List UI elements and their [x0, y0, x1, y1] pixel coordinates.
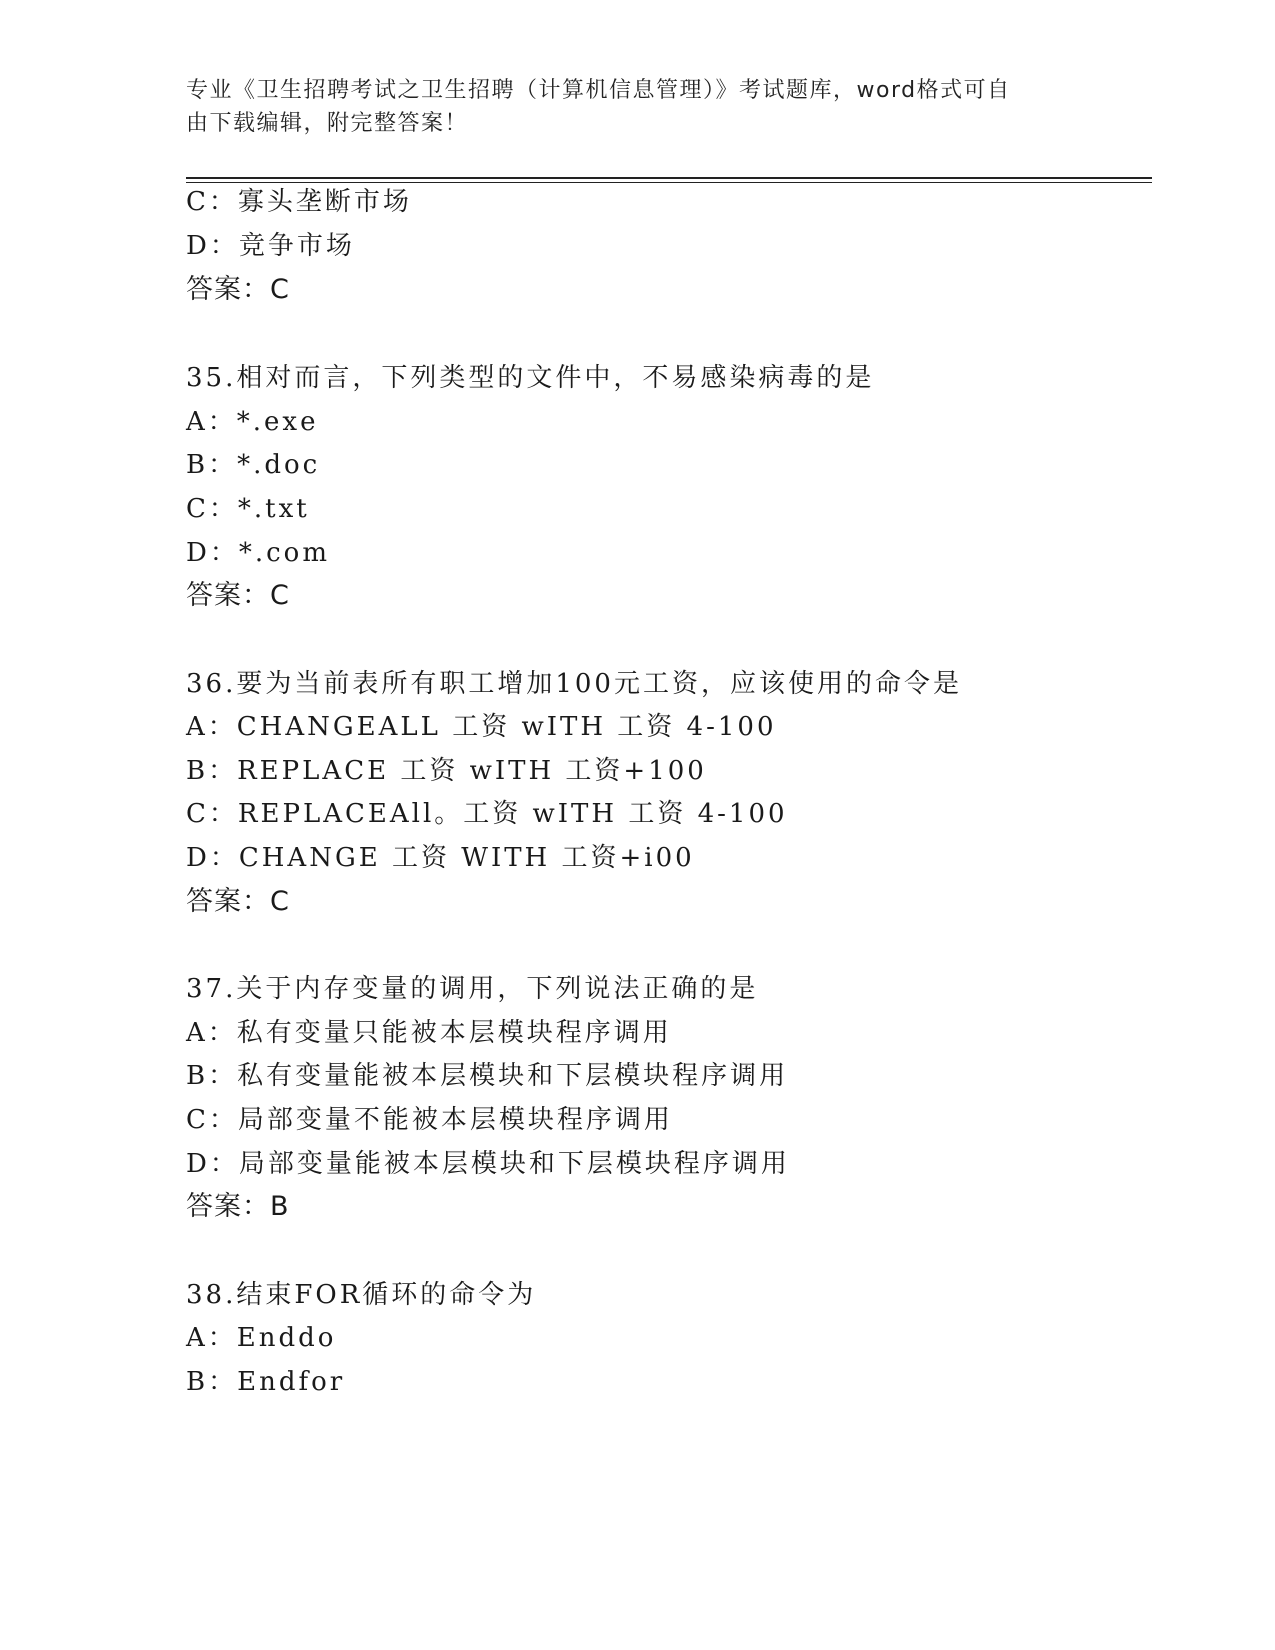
document-header — [186, 74, 1066, 140]
header-divider-thin — [186, 182, 1152, 183]
q37-option-b: B：私有变量能被本层模块和下层模块程序调用 — [186, 1061, 789, 1091]
q36-option-a: A：CHANGEALL 工资 wITH 工资 4-100 — [186, 712, 777, 742]
q38-question: 38.结束FOR循环的命令为 — [186, 1280, 537, 1310]
header-divider — [186, 177, 1152, 179]
q36-option-d: D：CHANGE 工资 WITH 工资+i00 — [186, 843, 695, 873]
q35-option-b: B：*.doc — [186, 450, 321, 480]
q37-option-c: C：局部变量不能被本层模块程序调用 — [186, 1105, 673, 1135]
q35-option-a: A：*.exe — [186, 407, 319, 437]
q37-question: 37.关于内存变量的调用，下列说法正确的是 — [186, 974, 759, 1004]
q34-answer: 答案：C — [186, 274, 290, 305]
q34-option-c: C：寡头垄断市场 — [186, 187, 412, 217]
q35-question: 35.相对而言，下列类型的文件中，不易感染病毒的是 — [186, 363, 875, 393]
q37-answer: 答案：B — [186, 1191, 290, 1222]
header-line-1: 专业《卫生招聘考试之卫生招聘（计算机信息管理）》考试题库，word格式可自 — [186, 78, 1011, 103]
q38-option-b: B：Endfor — [186, 1367, 346, 1397]
q35-option-c: C：*.txt — [186, 494, 310, 524]
q35-answer: 答案：C — [186, 580, 290, 611]
q36-option-c: C：REPLACEAll。工资 wITH 工资 4-100 — [186, 799, 788, 829]
q37-option-d: D：局部变量能被本层模块和下层模块程序调用 — [186, 1149, 790, 1179]
q36-question: 36.要为当前表所有职工增加100元工资，应该使用的命令是 — [186, 669, 962, 699]
q38-option-a: A：Enddo — [186, 1323, 337, 1353]
q35-option-d: D：*.com — [186, 538, 330, 568]
q36-answer: 答案：C — [186, 886, 290, 917]
q36-option-b: B：REPLACE 工资 wITH 工资+100 — [186, 756, 707, 786]
q34-option-d: D：竞争市场 — [186, 231, 355, 261]
header-line-2: 由下载编辑，附完整答案！ — [186, 111, 469, 136]
q37-option-a: A：私有变量只能被本层模块程序调用 — [186, 1018, 672, 1048]
